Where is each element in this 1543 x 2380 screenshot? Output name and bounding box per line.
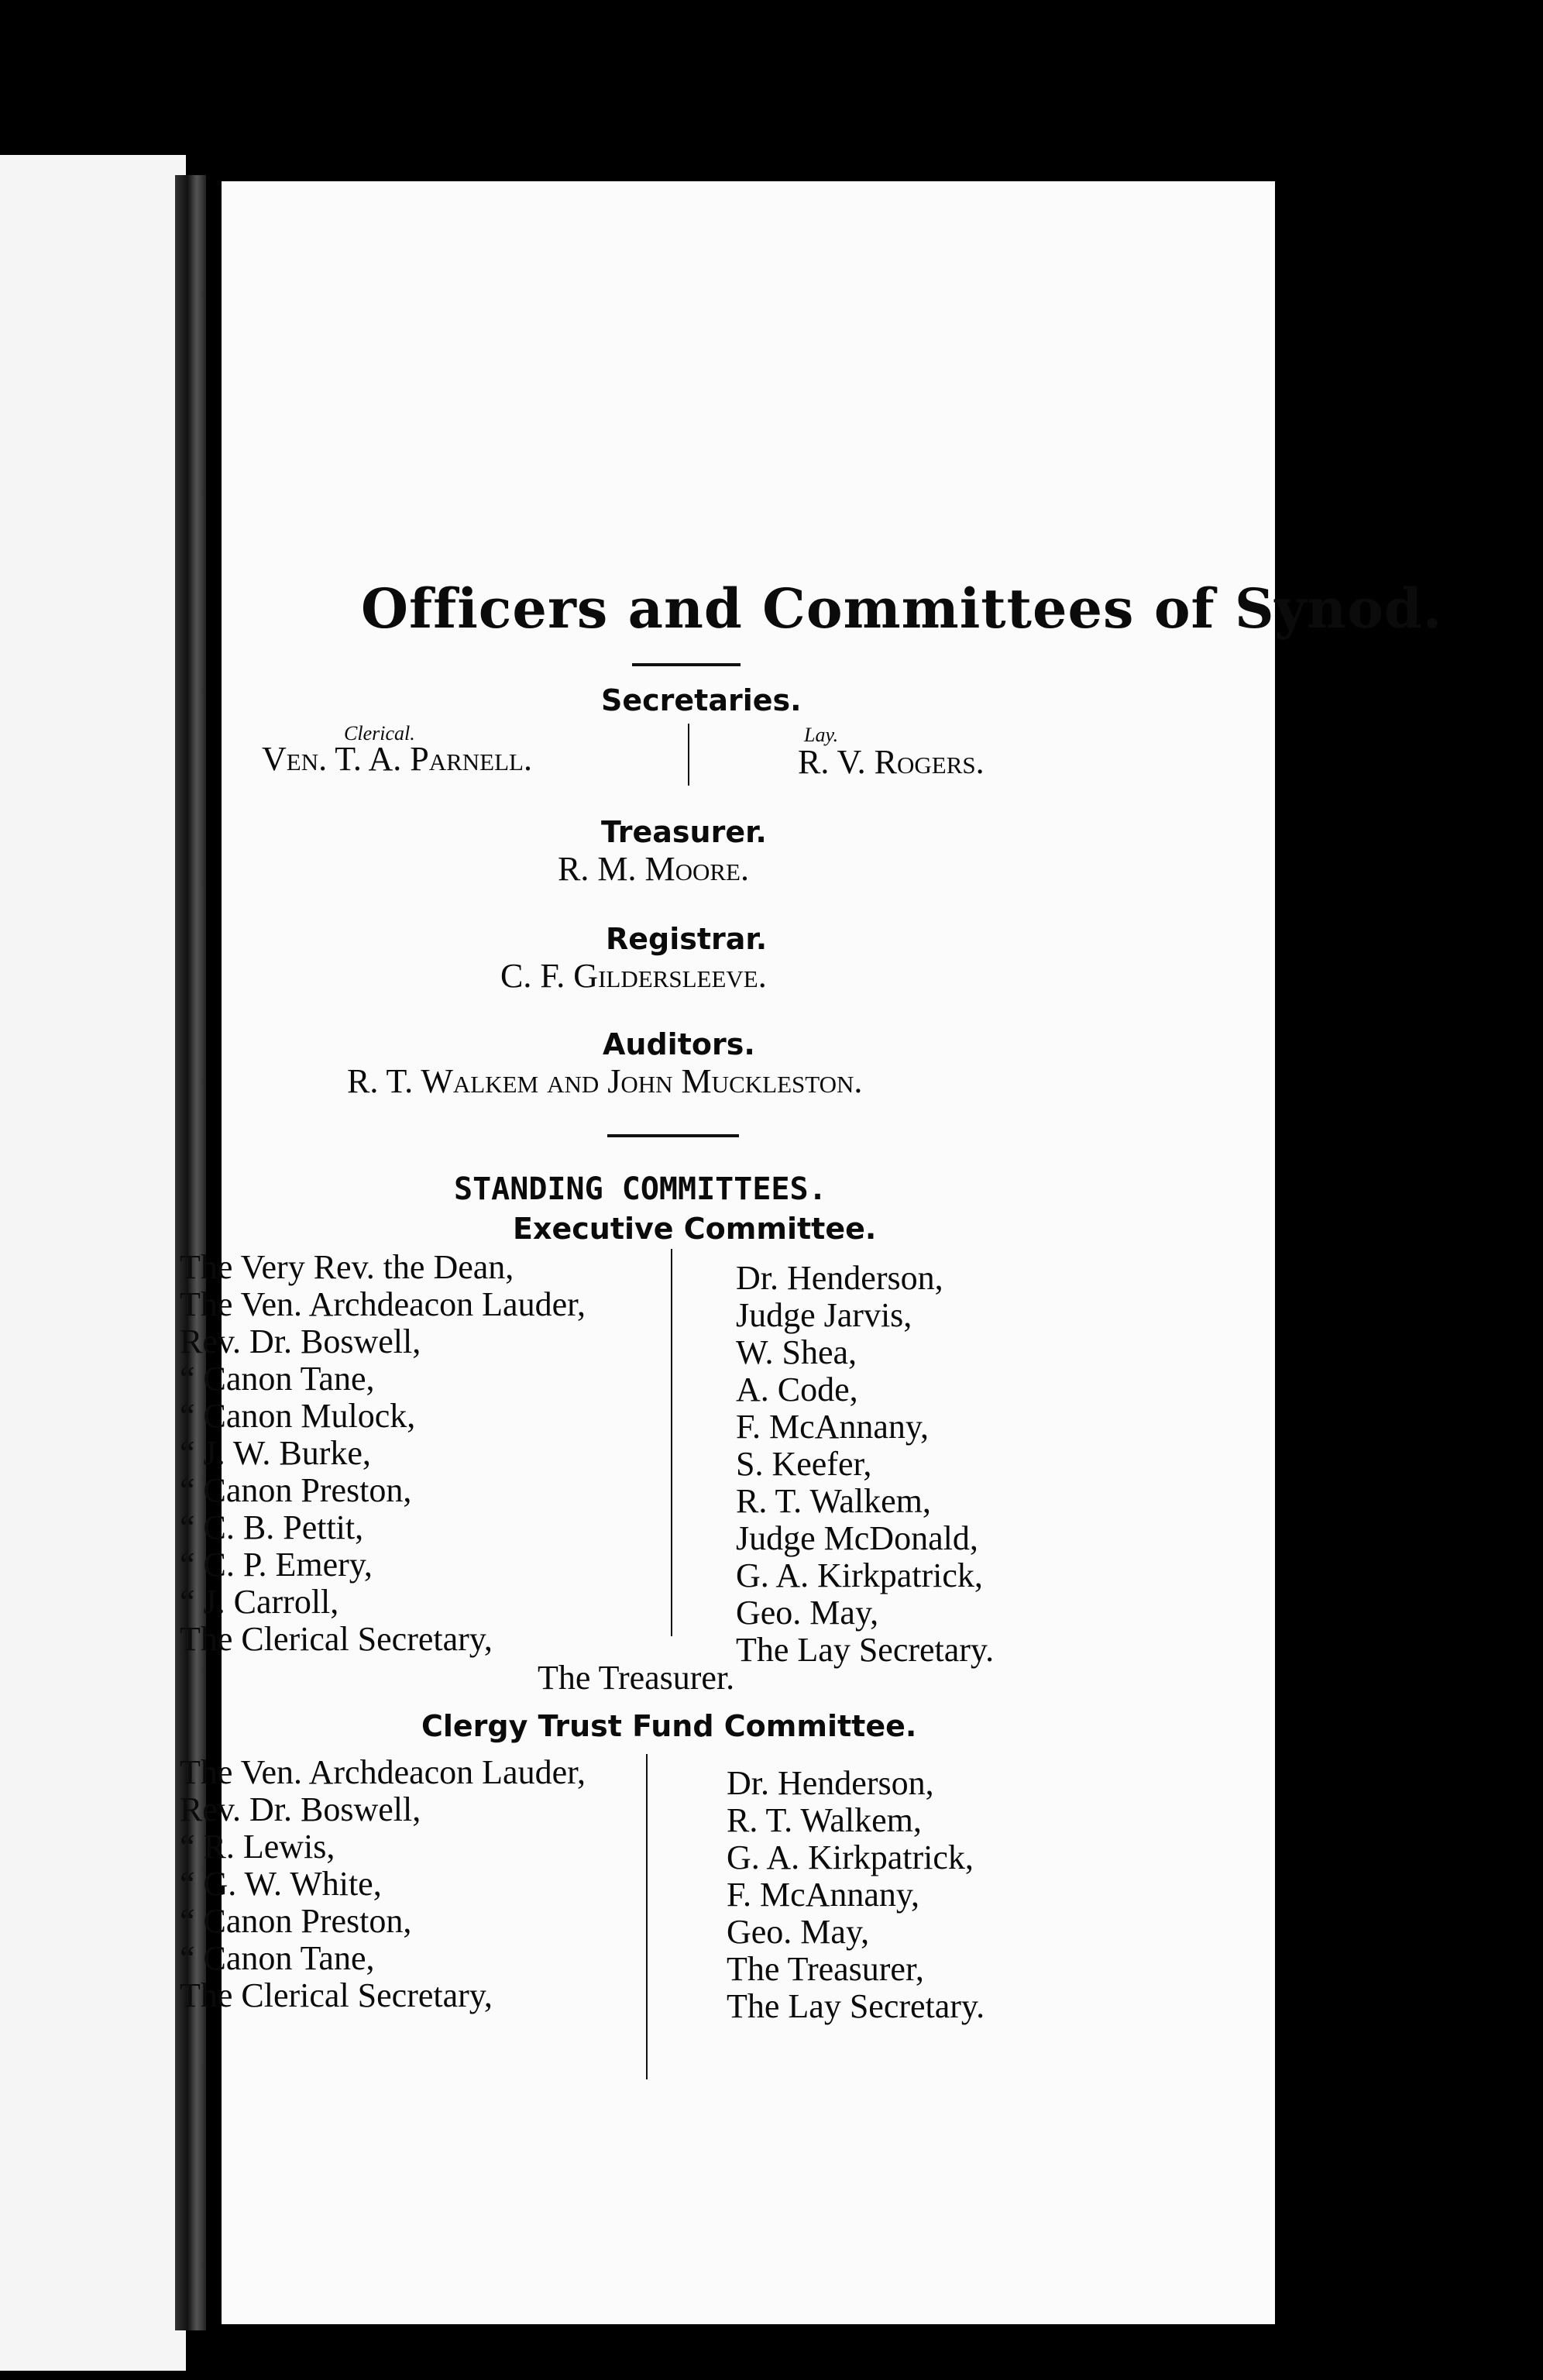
auditors-heading: Auditors. bbox=[603, 1027, 755, 1061]
list-item: “ C. P. Emery, bbox=[180, 1546, 373, 1584]
list-item: The Clerical Secretary, bbox=[180, 1976, 493, 2014]
list-item: G. A. Kirkpatrick, bbox=[736, 1556, 983, 1594]
list-item: G. A. Kirkpatrick, bbox=[727, 1838, 974, 1876]
title-rule bbox=[632, 663, 741, 666]
list-item: Judge McDonald, bbox=[736, 1519, 978, 1557]
list-item: “ R. Lewis, bbox=[180, 1828, 335, 1866]
list-item: The Treasurer, bbox=[727, 1950, 924, 1988]
list-item: “ Canon Preston, bbox=[180, 1471, 412, 1509]
list-item: “ C. B. Pettit, bbox=[180, 1508, 364, 1546]
list-item: R. T. Walkem, bbox=[727, 1801, 922, 1839]
clerical-secretary-name: Ven. T. A. Parnell. bbox=[262, 740, 532, 778]
list-item: “ Canon Preston, bbox=[180, 1902, 412, 1940]
registrar-name: C. F. Gildersleeve. bbox=[500, 957, 767, 995]
list-item: Dr. Henderson, bbox=[736, 1259, 943, 1297]
list-item: The Ven. Archdeacon Lauder, bbox=[180, 1285, 586, 1323]
clerical-label: Clerical. bbox=[344, 722, 415, 745]
list-item: “ J. W. Burke, bbox=[180, 1434, 371, 1472]
list-item: The Ven. Archdeacon Lauder, bbox=[180, 1753, 586, 1791]
auditors-names: R. T. Walkem and John Muckleston. bbox=[347, 1062, 863, 1100]
list-item: F. McAnnany, bbox=[727, 1876, 920, 1914]
executive-committee-heading: Executive Committee. bbox=[513, 1212, 877, 1246]
treasurer-name: R. M. Moore. bbox=[558, 850, 749, 888]
list-item: Judge Jarvis, bbox=[736, 1296, 912, 1334]
list-item: Geo. May, bbox=[727, 1913, 870, 1951]
executive-divider bbox=[671, 1249, 672, 1636]
list-item: Geo. May, bbox=[736, 1594, 879, 1632]
secretaries-heading: Secretaries. bbox=[601, 683, 802, 717]
secretaries-divider bbox=[688, 724, 689, 786]
clergy-trust-left-column bbox=[180, 1754, 586, 2014]
list-item: “ Canon Tane, bbox=[180, 1360, 375, 1398]
page-title: Officers and Committees of Synod. bbox=[361, 576, 1443, 641]
list-item: W. Shea, bbox=[736, 1333, 857, 1371]
lay-secretary-name: R. V. Rogers. bbox=[798, 743, 985, 781]
clergy-trust-divider bbox=[646, 1754, 648, 2079]
list-item: “ Canon Tane, bbox=[180, 1939, 375, 1977]
treasurer-heading: Treasurer. bbox=[601, 815, 767, 849]
list-item: “ Canon Mulock, bbox=[180, 1397, 416, 1435]
list-item: “ G. W. White, bbox=[180, 1865, 382, 1903]
list-item: R. T. Walkem, bbox=[736, 1482, 931, 1520]
document-page bbox=[180, 181, 1443, 2324]
list-item: The Very Rev. the Dean, bbox=[180, 1248, 514, 1286]
section-rule bbox=[607, 1134, 739, 1137]
list-item: The Lay Secretary. bbox=[736, 1631, 995, 1669]
list-item: Rev. Dr. Boswell, bbox=[180, 1322, 421, 1360]
list-item: A. Code, bbox=[736, 1371, 858, 1408]
list-item: The Lay Secretary. bbox=[727, 1987, 985, 2025]
lay-label: Lay. bbox=[804, 724, 839, 746]
list-item: S. Keefer, bbox=[736, 1445, 872, 1483]
list-item: Dr. Henderson, bbox=[727, 1764, 934, 1802]
list-item: The Clerical Secretary, bbox=[180, 1620, 493, 1658]
list-item: F. McAnnany, bbox=[736, 1408, 930, 1446]
facing-page-edge bbox=[0, 155, 186, 2371]
clergy-trust-heading: Clergy Trust Fund Committee. bbox=[421, 1709, 917, 1743]
executive-footer: The Treasurer. bbox=[538, 1659, 735, 1697]
list-item: “ J. Carroll, bbox=[180, 1583, 339, 1621]
executive-right-column bbox=[736, 1260, 994, 1669]
standing-committees-heading: STANDING COMMITTEES. bbox=[454, 1171, 827, 1207]
list-item: Rev. Dr. Boswell, bbox=[180, 1790, 421, 1828]
executive-left-column bbox=[180, 1249, 586, 1658]
registrar-heading: Registrar. bbox=[606, 922, 768, 956]
clergy-trust-right-column bbox=[727, 1765, 985, 2025]
